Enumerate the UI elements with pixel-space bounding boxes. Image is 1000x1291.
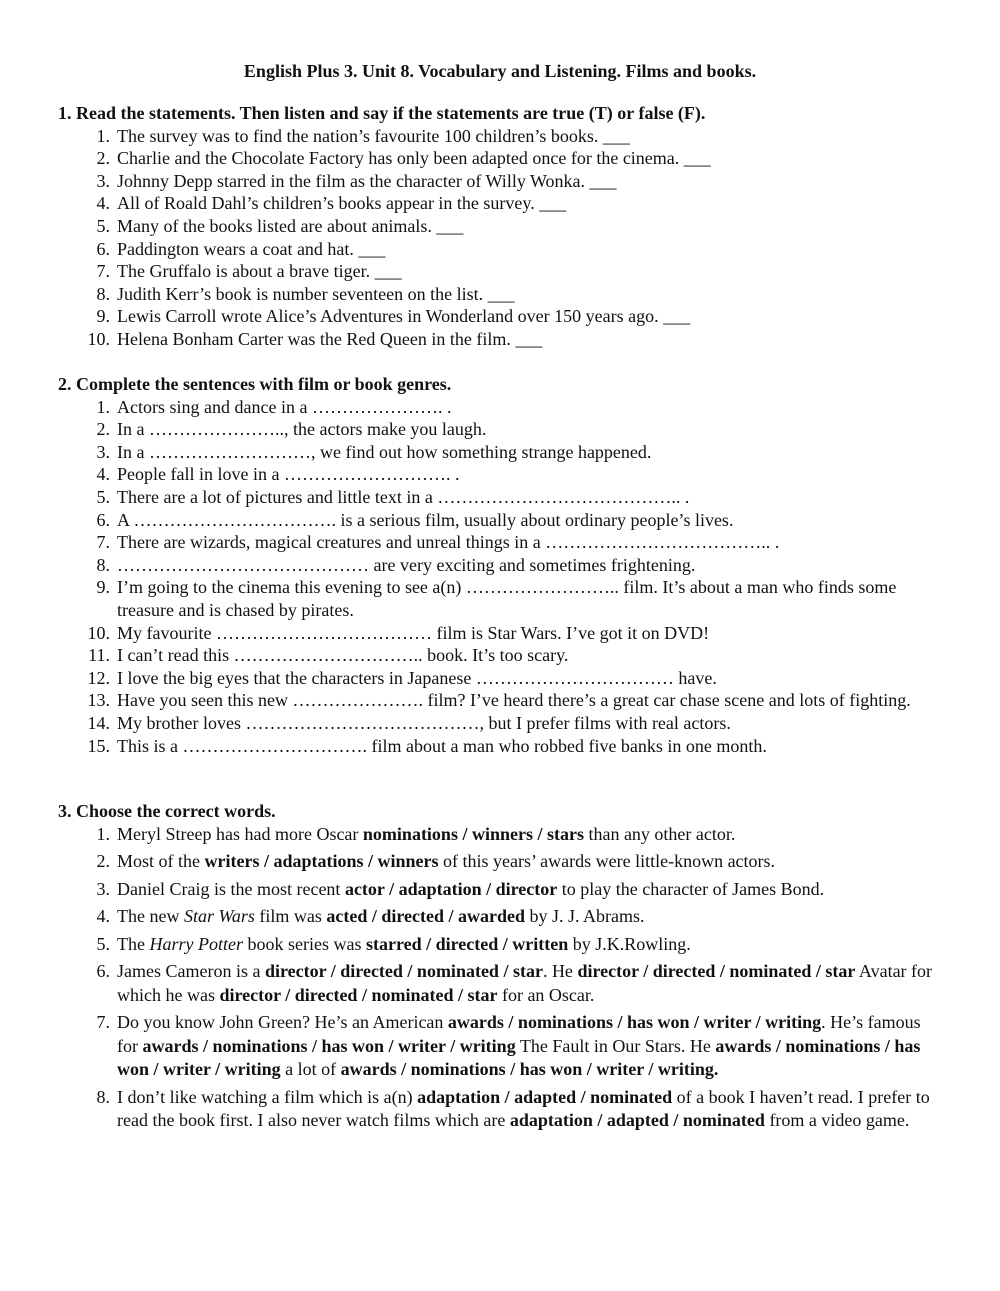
- choice-list: [58, 823, 958, 1133]
- list-item: 7. There are wizards, magical creatures and unreal things in a ……………………………….. .: [96, 532, 780, 553]
- list-item: 9. Lewis Carroll wrote Alice’s Adventures in Wonderland over 150 years ago. ___: [96, 306, 691, 327]
- list-item: 10. My favourite ……………………………… film is Star Wars. I’ve got it on DVD!: [87, 622, 710, 643]
- list-item: 7. The Gruffalo is about a brave tiger. ___: [96, 261, 402, 282]
- list-item: 13. Have you seen this new …………………. film? I’ve heard there’s a great car chase scene and lots of fighting.: [87, 690, 911, 711]
- list-item: 1. Meryl Streep has had more Oscar nominations / winners / stars than any other actor.: [96, 823, 736, 844]
- list-item: 15. This is a …………………………. film about a man who robbed five banks in one month.: [87, 735, 767, 756]
- list-item: 4. All of Roald Dahl’s children’s books appear in the survey. ___: [96, 193, 567, 214]
- list-item: 6. A ……………………………. is a serious film, usually about ordinary people’s lives.: [96, 509, 734, 530]
- section-true-false: [58, 102, 958, 351]
- list-item: 5. There are a lot of pictures and little text in a ………………………………….. .: [96, 486, 690, 507]
- list-item: 1. The survey was to find the nation’s favourite 100 children’s books. ___: [96, 125, 630, 146]
- list-item: 12. I love the big eyes that the characters in Japanese …………………………… have.: [87, 667, 717, 688]
- statement-list: [58, 125, 958, 351]
- list-item: 8. I don’t like watching a film which is a(n) adaptation / adapted / nominated of a book I haven’t read. I prefer to read the book first. I also never watch films which are adaptation / adapted / nominated from a video game.: [96, 1086, 930, 1131]
- list-item: 10. Helena Bonham Carter was the Red Queen in the film. ___: [87, 328, 543, 349]
- list-item: 14. My brother loves …………………………………, but I prefer films with real actors.: [87, 712, 731, 733]
- list-item: 1. Actors sing and dance in a …………………. .: [96, 396, 452, 417]
- sentence-list: [58, 396, 958, 758]
- list-item: 2. In a ………………….., the actors make you laugh.: [96, 419, 487, 440]
- list-item: 9. I’m going to the cinema this evening to see a(n) …………………….. film. It’s about a man who finds some treasure and is chased by pirates.: [96, 577, 897, 620]
- list-item: 3. Johnny Depp starred in the film as the character of Willy Wonka. ___: [96, 170, 617, 191]
- list-item: 4. People fall in love in a ………………………. .: [96, 464, 460, 485]
- list-item: 6. Paddington wears a coat and hat. ___: [96, 238, 386, 259]
- list-item: 5. The Harry Potter book series was starred / directed / written by J.K.Rowling.: [96, 933, 691, 954]
- list-item: 2. Charlie and the Chocolate Factory has only been adapted once for the cinema. ___: [96, 148, 711, 169]
- list-item: 3. Daniel Craig is the most recent actor / adaptation / director to play the character of James Bond.: [96, 878, 825, 899]
- list-item: 4. The new Star Wars film was acted / directed / awarded by J. J. Abrams.: [96, 906, 645, 927]
- section-heading: 3. Choose the correct words.: [58, 801, 276, 821]
- list-item: 8. …………………………………… are very exciting and sometimes frightening.: [96, 554, 696, 575]
- list-item: 7. Do you know John Green? He’s an American awards / nominations / has won / writer / writing. He’s famous for awards / nominations / has won / writer / writing The Fault in Our Stars. He awards / nominations / has won / writer / writing a lot of awards / nominations / has won / writer / writing.: [96, 1012, 921, 1080]
- list-item: 2. Most of the writers / adaptations / winners of this years’ awards were little-known actors.: [96, 851, 776, 872]
- section-genres: [58, 373, 958, 757]
- list-item: 8. Judith Kerr’s book is number seventeen on the list. ___: [96, 283, 515, 304]
- document-title: English Plus 3. Unit 8. Vocabulary and Listening. Films and books.: [243, 61, 757, 81]
- section-choose-words: [58, 800, 958, 1137]
- list-item: 5. Many of the books listed are about animals. ___: [96, 215, 464, 236]
- list-item: 6. James Cameron is a director / directed / nominated / star. He director / directed / nominated / star Avatar for which he was director / directed / nominated / star for an Oscar.: [96, 961, 933, 1005]
- section-heading: 2. Complete the sentences with film or book genres.: [58, 374, 452, 394]
- list-item: 3. In a ………………………, we find out how something strange happened.: [96, 441, 652, 462]
- list-item: 11. I can’t read this ………………………….. book. It’s too scary.: [88, 645, 569, 666]
- section-heading: 1. Read the statements. Then listen and say if the statements are true (T) or false (F).: [58, 103, 706, 123]
